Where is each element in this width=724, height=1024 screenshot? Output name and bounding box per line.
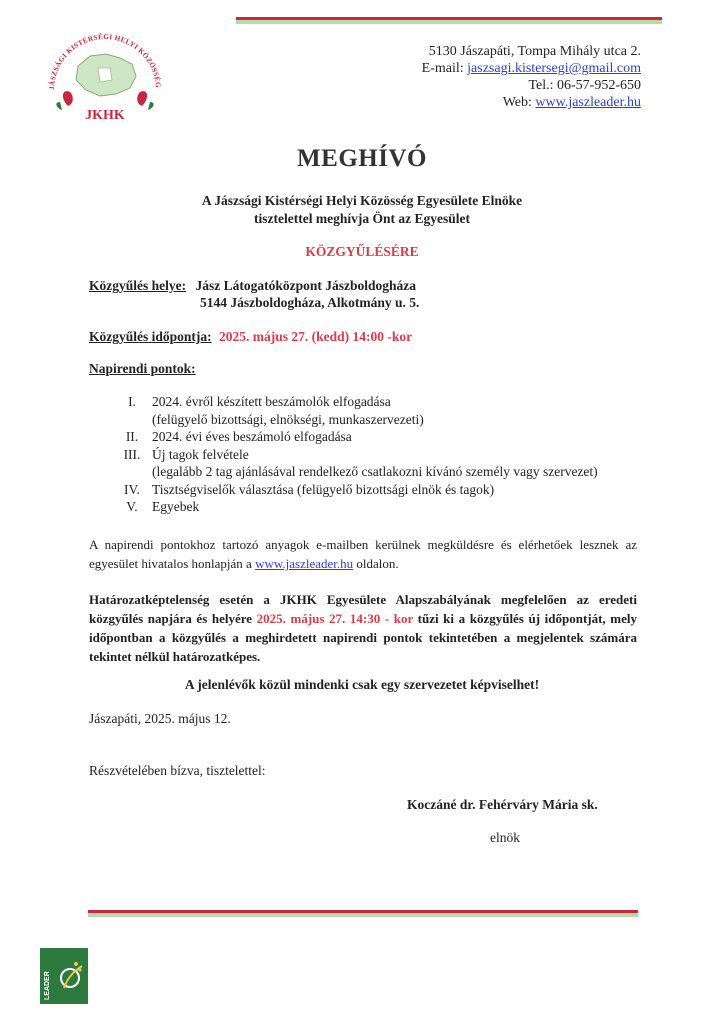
agenda-item-number: IV. (124, 481, 140, 497)
web-label: Web: (502, 95, 532, 110)
event-name: KÖZGYŰLÉSÉRE (305, 244, 419, 259)
logo-short-text: JKHK (85, 108, 125, 123)
time-label: Közgyűlés időpontja: (89, 329, 212, 344)
time-block (89, 329, 412, 345)
agenda-item (112, 446, 598, 464)
agenda-item-number: V. (126, 499, 138, 514)
agenda-item-number (112, 411, 152, 429)
agenda-item-text: (legalább 2 tag ajánlásával rendelkező csatlakozni kívánó személy vagy szervezet) (152, 464, 598, 479)
document-title: MEGHÍVÓ (297, 145, 427, 172)
jkhk-logo (40, 18, 170, 133)
closing-line: Részvételében bízva, tisztelettel: (89, 763, 266, 778)
agenda-item-text: Tisztségviselők választása (felügyelő bizottsági elnök és tagok) (152, 481, 495, 497)
agenda-item-text: Egyebek (152, 499, 200, 514)
agenda-item-number (112, 463, 152, 481)
footer-stripe (88, 910, 638, 917)
agenda-item-text: 2024. évi éves beszámoló elfogadása (152, 429, 352, 444)
address: 5130 Jászapáti, Tompa Mihály utca 2. (428, 44, 641, 59)
agenda-item (112, 498, 598, 516)
quorum-text-end: tűzi ki a közgyűlés új időpontját, mely időpontban a közgyűlés a meghirdetett napirendi pontok tekintetében a megjelentek számára tekintet nélkül határozatképes. (89, 611, 637, 664)
venue-line-1: Jász Látogatóközpont Jászboldogháza (195, 278, 417, 293)
place-date: Jászapáti, 2025. május 12. (89, 711, 231, 726)
venue-block (89, 278, 416, 294)
logo-arc-text: JÁSZSÁGI KISTÉRSÉGI HELYI KÖZÖSSÉG (47, 32, 163, 91)
email-link[interactable]: jaszsagi.kistersegi@gmail.com (467, 61, 641, 76)
materials-link[interactable]: www.jaszleader.hu (255, 556, 354, 571)
quorum-paragraph (89, 590, 637, 666)
materials-text: A napirendi pontokhoz tartozó anyagok e-mailben kerülnek megküldésre és elérhetőek lesznek az egyesület hivatalos honlapján a (89, 537, 637, 571)
contact-block (422, 43, 641, 111)
email-label: E-mail: (421, 61, 464, 76)
materials-paragraph (89, 535, 637, 573)
agenda-list (112, 393, 598, 516)
agenda-item-text: (felügyelő bizottsági, elnökségi, munkaszervezeti) (152, 411, 424, 427)
agenda-item (112, 463, 598, 481)
agenda-item-number: II. (125, 429, 139, 444)
leader-logo (40, 948, 88, 1004)
leader-logo-text: LEADER (44, 971, 51, 1000)
venue-label: Közgyűlés helye: (89, 278, 187, 293)
phone: Tel.: 06-57-952-650 (528, 78, 641, 93)
intro-line-1: A Jászsági Kistérségi Helyi Közösség Egyesülete Elnöke (201, 193, 523, 208)
time-value: 2025. május 27. (kedd) 14:00 -kor (219, 329, 413, 344)
agenda-label: Napirendi pontok: (89, 361, 196, 376)
signatory-role: elnök (490, 830, 520, 845)
agenda-item (112, 481, 598, 499)
agenda-item (112, 411, 598, 429)
agenda-item (112, 393, 598, 411)
agenda-item (112, 428, 598, 446)
venue-line-2: 5144 Jászboldogháza, Alkotmány u. 5. (200, 295, 420, 310)
representation-notice: A jelenlévők közül mindenki csak egy szervezetet képviselhet! (184, 677, 540, 692)
agenda-item-text: Új tagok felvétele (152, 446, 249, 462)
agenda-item-number: I. (128, 394, 136, 409)
web-link[interactable]: www.jaszleader.hu (535, 95, 641, 110)
materials-text-end: oldalon. (353, 556, 399, 571)
quorum-date: 2025. május 27. 14:30 - kor (256, 611, 414, 626)
signatory-name: Koczáné dr. Fehérváry Mária sk. (407, 797, 598, 812)
header-stripe (236, 17, 662, 24)
intro-line-2: tisztelettel meghívja Önt az Egyesület (254, 211, 470, 226)
quorum-text: Határozatképtelenség esetén a JKHK Egyesülete Alapszabályának megfelelően az eredeti közgyűlés napjára és helyére (89, 592, 637, 626)
agenda-item-number: III. (123, 446, 141, 462)
agenda-item-text: 2024. évről készített beszámolók elfogadása (152, 394, 391, 409)
